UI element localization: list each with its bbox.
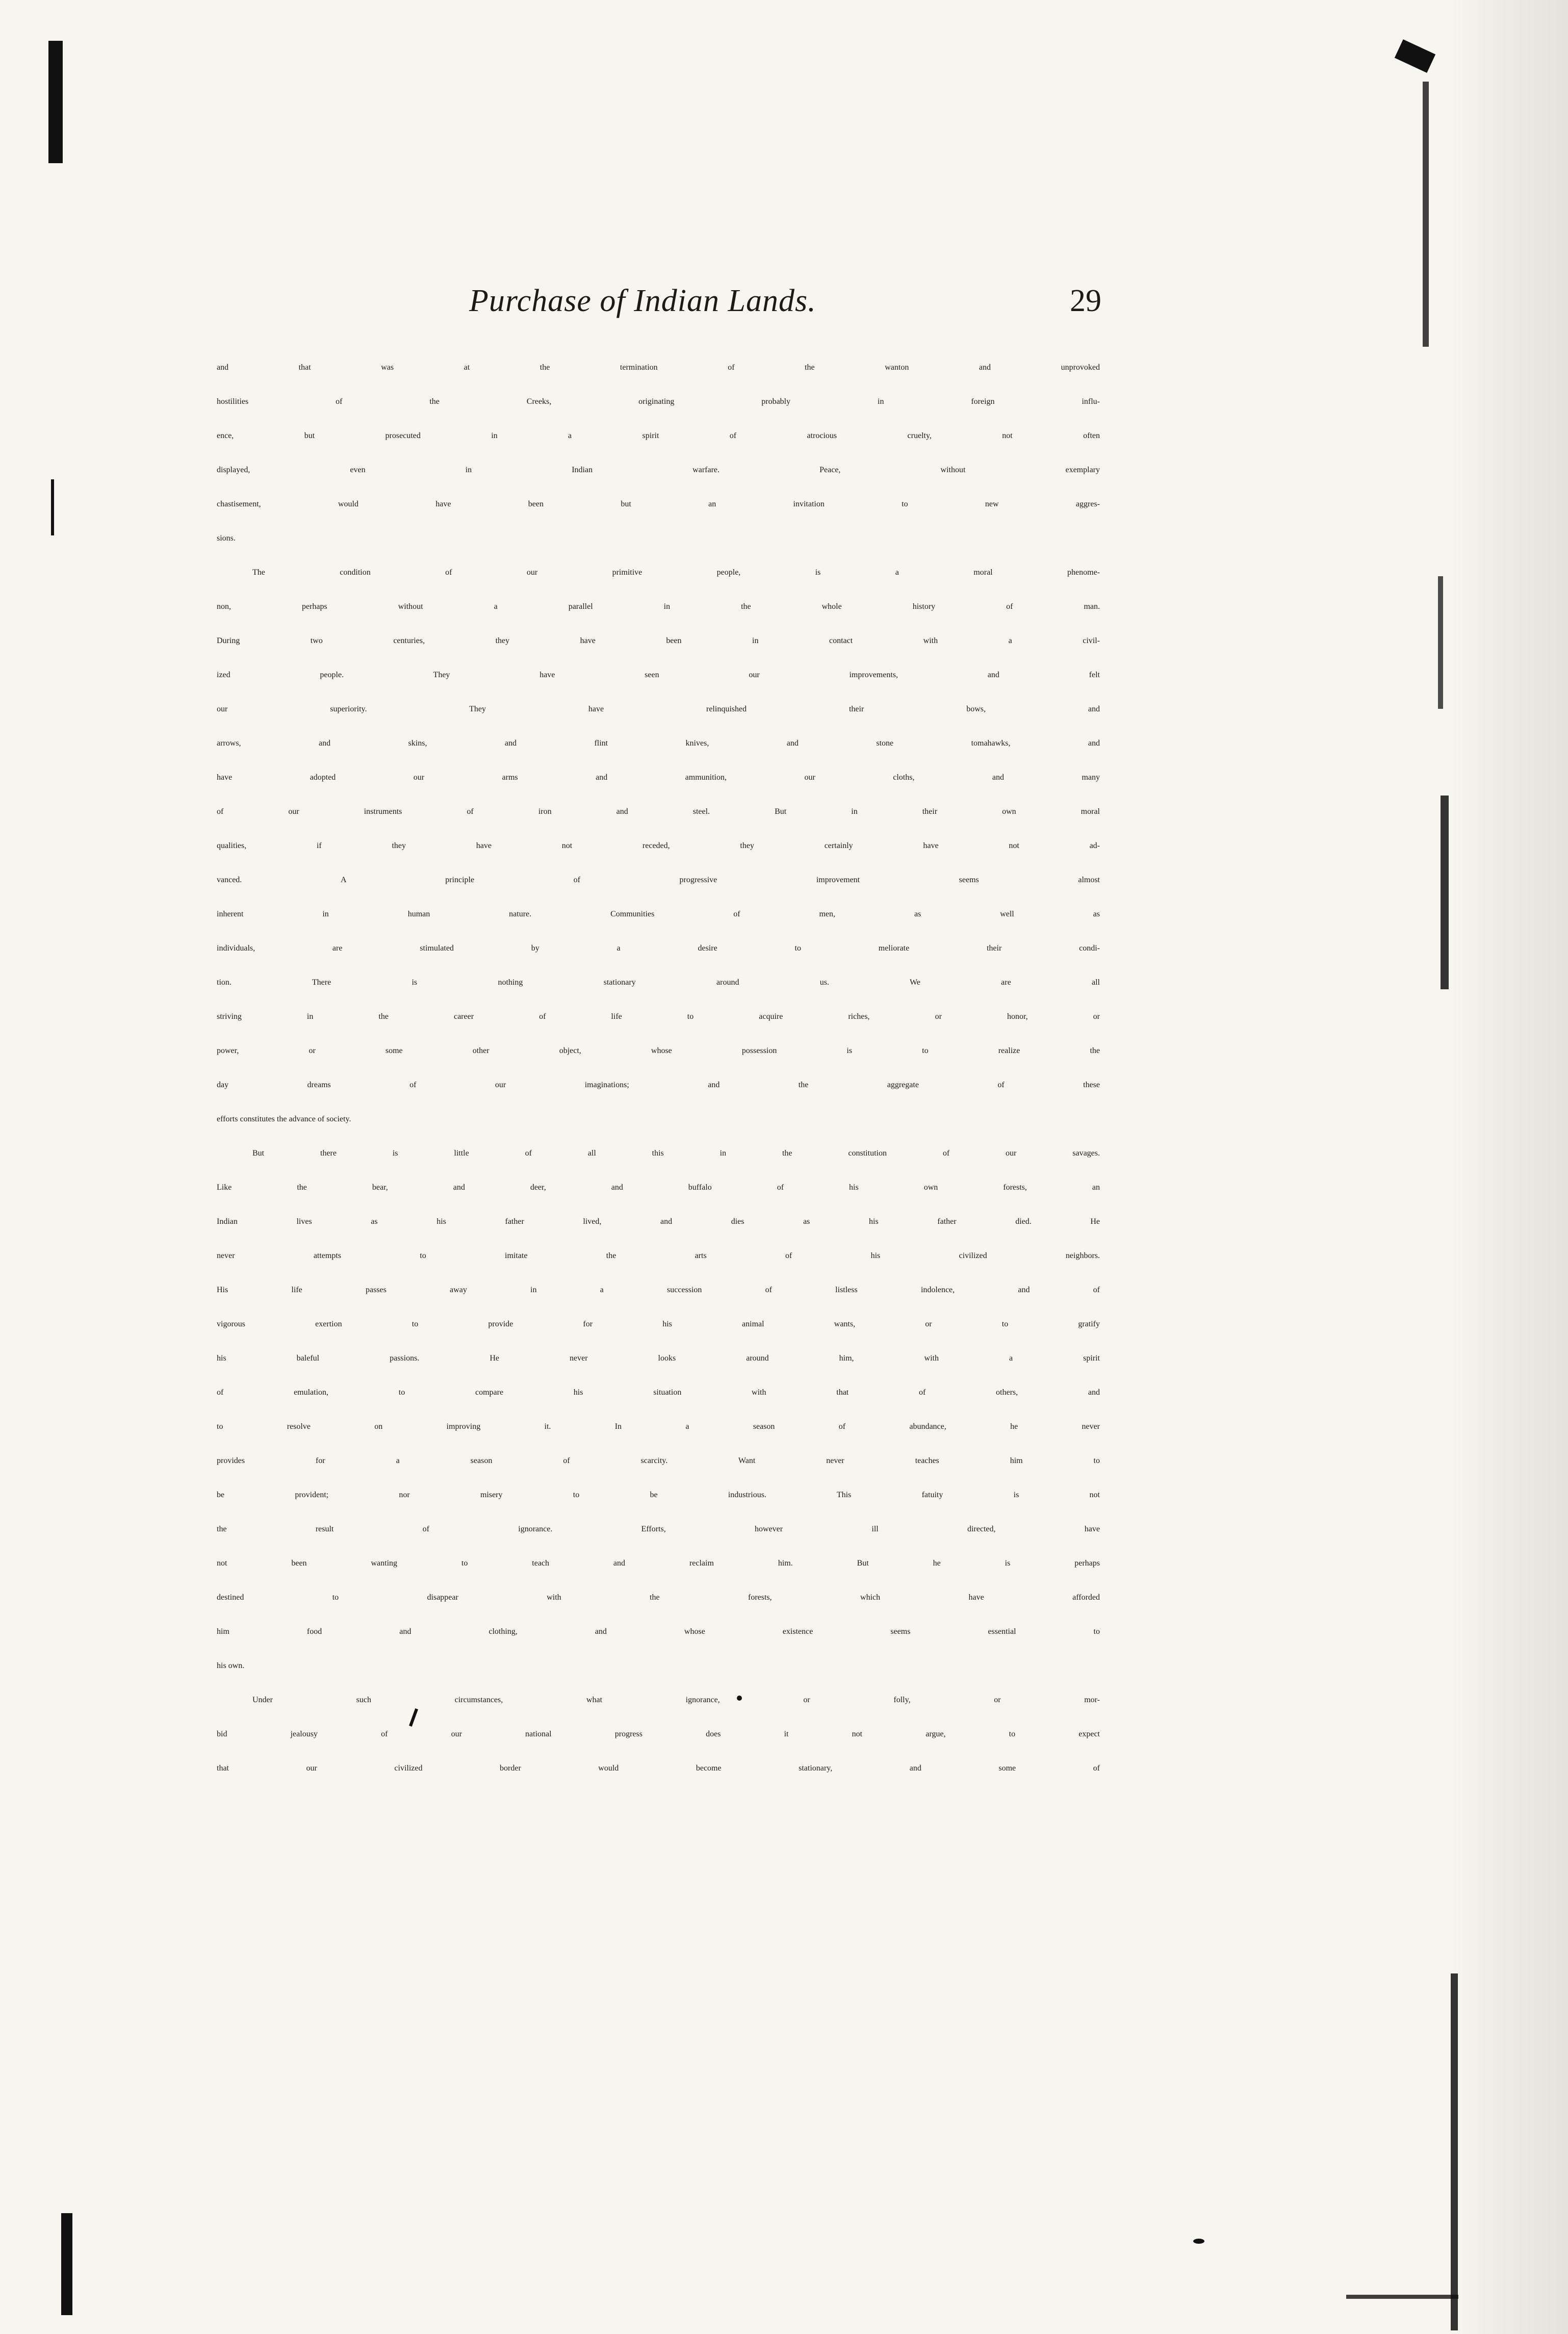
scan-mark-bottom-right [1346, 2295, 1458, 2299]
text-line: vanced. A principle of progressive improvement seems almost [217, 876, 1100, 884]
text-line: day dreams of our imaginations; and the aggregate of these [217, 1081, 1100, 1089]
text-line: His life passes away in a succession of listless indolence, and of [217, 1286, 1100, 1294]
text-line: and that was at the termination of the wanton and unprovoked [217, 363, 1100, 372]
body-text [217, 363, 1100, 1798]
text-line: But there is little of all this in the constitution of our savages. [252, 1149, 1100, 1158]
running-title: Purchase of Indian Lands. [469, 284, 816, 318]
text-line: of our instruments of iron and steel. But in their own moral [217, 807, 1100, 816]
text-line: sions. [217, 534, 236, 543]
binding-shadow [1451, 0, 1568, 2334]
text-line: provides for a season of scarcity. Want never teaches him to [217, 1456, 1100, 1465]
text-line: Under such circumstances, what ignorance, or folly, or mor- [252, 1696, 1100, 1704]
scan-mark-top-right [1395, 39, 1435, 73]
text-line: have adopted our arms and ammunition, our cloths, and many [217, 773, 1100, 782]
text-line: not been wanting to teach and reclaim him. But he is perhaps [217, 1559, 1100, 1568]
text-line: Like the bear, and deer, and buffalo of his own forests, an [217, 1183, 1100, 1192]
text-line: ence, but prosecuted in a spirit of atrocious cruelty, not often [217, 431, 1100, 440]
text-line: tion. There is nothing stationary around us. We are all [217, 978, 1100, 987]
text-line: inherent in human nature. Communities of men, as well as [217, 910, 1100, 918]
text-line: arrows, and skins, and flint knives, and stone tomahawks, and [217, 739, 1100, 748]
text-line: him food and clothing, and whose existence seems essential to [217, 1627, 1100, 1636]
text-line: that our civilized border would become stationary, and some of [217, 1764, 1100, 1773]
text-line: destined to disappear with the forests, which have afforded [217, 1593, 1100, 1602]
scan-mark-right-edge-3 [1441, 796, 1449, 989]
text-line: ized people. They have seen our improvements, and felt [217, 671, 1100, 679]
text-line: our superiority. They have relinquished their bows, and [217, 705, 1100, 713]
scan-mark-top-left [48, 41, 63, 163]
text-line: of emulation, to compare his situation with that of others, and [217, 1388, 1100, 1397]
text-line: individuals, are stimulated by a desire to meliorate their condi- [217, 944, 1100, 953]
text-line: his baleful passions. He never looks around him, with a spirit [217, 1354, 1100, 1363]
scan-speck-3 [1193, 2239, 1204, 2244]
text-line: displayed, even in Indian warfare. Peace, without exemplary [217, 466, 1100, 474]
text-line: striving in the career of life to acquire riches, or honor, or [217, 1012, 1100, 1021]
text-line: the result of ignorance. Efforts, however ill directed, have [217, 1525, 1100, 1533]
running-header [219, 283, 1101, 329]
text-line: chastisement, would have been but an invitation to new aggres- [217, 500, 1100, 508]
scan-mark-right-edge-4 [1451, 1973, 1458, 2330]
text-line: non, perhaps without a parallel in the whole history of man. [217, 602, 1100, 611]
text-line: vigorous exertion to provide for his animal wants, or to gratify [217, 1320, 1100, 1328]
text-line: his own. [217, 1661, 245, 1670]
text-line: never attempts to imitate the arts of his civilized neighbors. [217, 1251, 1100, 1260]
scan-mark-bottom-left [61, 2213, 72, 2315]
scan-mark-right-edge-1 [1423, 82, 1429, 347]
text-line: efforts constitutes the advance of society. [217, 1115, 351, 1123]
text-line: bid jealousy of our national progress does it not argue, to expect [217, 1730, 1100, 1738]
text-line: hostilities of the Creeks, originating probably in foreign influ- [217, 397, 1100, 406]
text-line: qualities, if they have not receded, they certainly have not ad- [217, 841, 1100, 850]
text-line: The condition of our primitive people, is a moral phenome- [252, 568, 1100, 577]
scan-mark-right-edge-2 [1438, 576, 1443, 709]
text-line: be provident; nor misery to be industrious. This fatuity is not [217, 1491, 1100, 1499]
text-line: power, or some other object, whose possession is to realize the [217, 1046, 1100, 1055]
scan-mark-left-margin [51, 479, 54, 535]
page-number: 29 [1070, 284, 1101, 318]
text-line: Indian lives as his father lived, and dies as his father died. He [217, 1217, 1100, 1226]
text-line: During two centuries, they have been in contact with a civil- [217, 636, 1100, 645]
text-line: to resolve on improving it. In a season of abundance, he never [217, 1422, 1100, 1431]
